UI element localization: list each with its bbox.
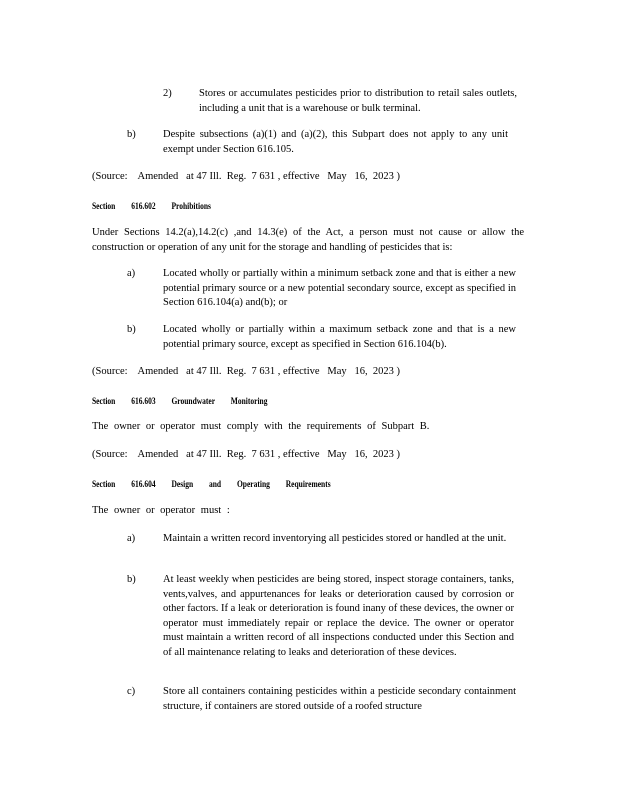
item-text: Maintain a written record inventorying all pesticides stored or handled at the unit. — [163, 533, 507, 544]
section-paragraph: Under Sections 14.2(a),14.2(c) ,and 14.3(e) of the Act, a person must not cause or allow the construction or operation of any unit for the storage and handling of pesticides that is: — [92, 227, 527, 253]
item-text: Store all containers containing pesticides within a pesticide secondary containment structure, if containers are stored outside of a roofed structure — [163, 686, 516, 712]
section-paragraph: The owner or operator must comply with the requirements of Subpart B. — [92, 421, 430, 432]
item-text: Located wholly or partially within a minimum setback zone and that is either a new potential primary source or a new potential secondary source, except as specified in Section 616.104(a) and(b); or — [163, 268, 516, 308]
section-heading: Section 616.604 Design and Operating Requirements — [92, 478, 331, 490]
item-label: b) — [127, 324, 136, 335]
item-label: c) — [127, 686, 136, 697]
item-text: At least weekly when pesticides are being stored, inspect storage containers, tanks, vents,valves, and appurtenances for leaks or deterioration caused by corrosion or other factors. If a leak or deterioration is found inany of these devices, the owner or operator must immediately repair or replace the device. The owner or operator must maintain a written record of all inspections conducted under this Section and of all maintenance relating to leaks and deterioration of these devices. — [163, 574, 514, 658]
item-label: b) — [127, 574, 136, 585]
section-paragraph: The owner or operator must : — [92, 505, 230, 516]
item-text: Located wholly or partially within a maximum setback zone and that is a new potential primary source, except as specified in Section 616.104(b). — [163, 324, 516, 350]
item-text: Stores or accumulates pesticides prior to distribution to retail sales outlets, including a unit that is a warehouse or bulk terminal. — [199, 88, 517, 114]
item-label: b) — [127, 129, 136, 140]
source-note: (Source: Amended at 47 Ill. Reg. 7 631 , effective May 16, 2023 ) — [92, 449, 401, 460]
item-label: a) — [127, 533, 136, 544]
item-label: 2) — [163, 88, 172, 99]
source-note: (Source: Amended at 47 Ill. Reg. 7 631 , effective May 16, 2023 ) — [92, 366, 401, 377]
item-text: Despite subsections (a)(1) and (a)(2), this Subpart does not apply to any unit exempt under Section 616.105. — [163, 129, 508, 155]
section-heading: Section 616.602 Prohibitions — [92, 200, 211, 212]
item-label: a) — [127, 268, 136, 279]
section-heading: Section 616.603 Groundwater Monitoring — [92, 395, 268, 407]
source-note: (Source: Amended at 47 Ill. Reg. 7 631 , effective May 16, 2023 ) — [92, 171, 401, 182]
